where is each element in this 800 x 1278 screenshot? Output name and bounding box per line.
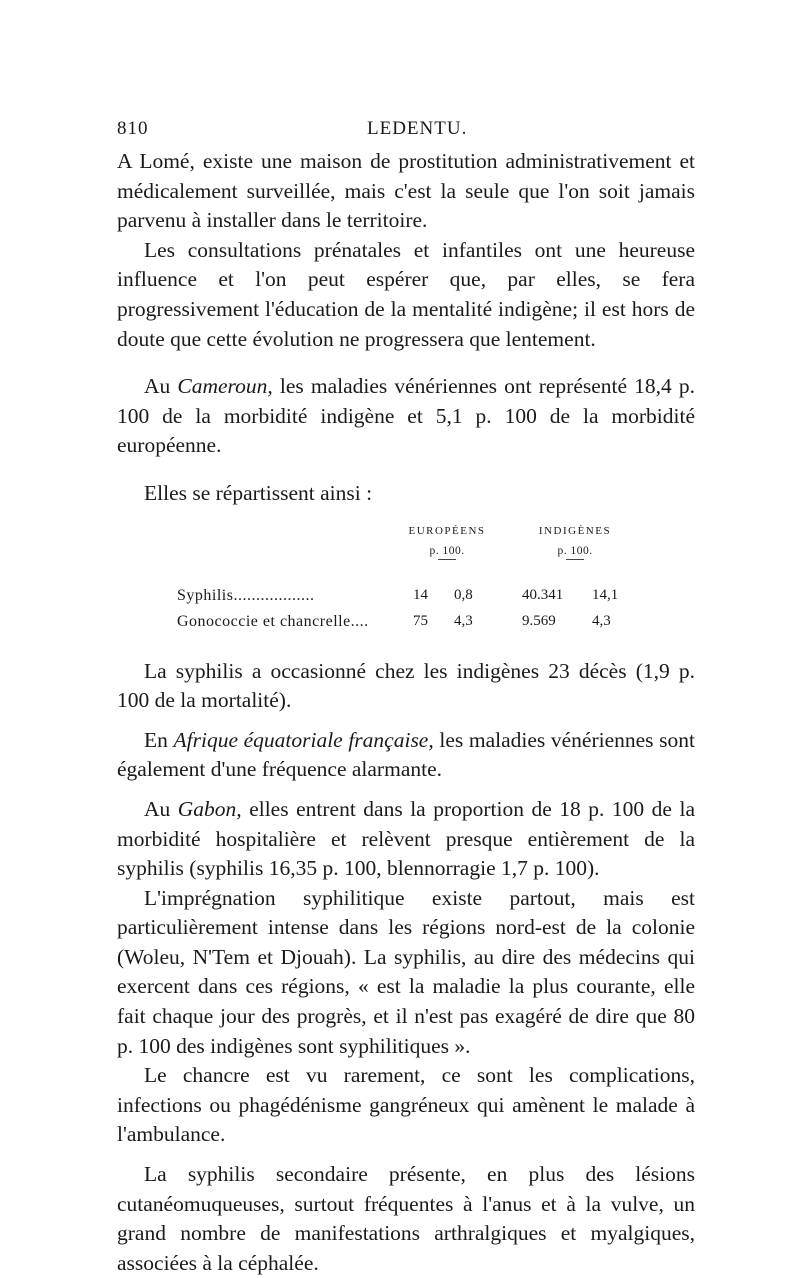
eu-pct: 0,8: [454, 586, 473, 603]
paragraph-lome: A Lomé, existe une maison de prostitution administrativement et médicalement surveillée, mais c'est la seule que l'on soit jamais parvenu à installer dans le territoire.: [117, 149, 695, 233]
running-header: [117, 118, 697, 142]
paragraph-syphilis-secondaire: La syphilis secondaire présente, en plus des lésions cutanéomuqueuses, surtout fréquentes à l'anus et à la vulve, un grand nombre de manifestations arthralgiques et myalgiques, associées à la céphalée.: [117, 1162, 695, 1275]
table-row: [117, 581, 695, 605]
col-europeens-rule: [438, 559, 456, 560]
col-indigenes-rule: [566, 559, 584, 560]
in-count: 9.569: [522, 612, 556, 629]
paragraph-cameroun-text: les maladies vénériennes ont représenté 18,4 p. 100 de la morbidité indigène et 5,1 p. 100 de la morbidité européenne.: [117, 374, 695, 458]
eu-count: 75: [413, 612, 428, 629]
statistics-table: [117, 509, 695, 657]
in-pct: 14,1: [592, 586, 619, 603]
in-pct: 4,3: [592, 612, 611, 629]
paragraph-cameroun-prefix: Au: [144, 374, 178, 399]
row-label: Syphilis..................: [177, 586, 315, 604]
paragraph-consultations: Les consultations prénatales et infantiles ont une heureuse influence et l'on peut espérer que, par elles, se fera progressivement l'éducation de la mentalité indigène; il est hors de doute que cette évolution ne progressera que lentement.: [117, 237, 695, 351]
place-afrique-equatoriale: Afrique équatoriale française,: [173, 727, 434, 752]
paragraph-gabon: [117, 795, 695, 884]
col-header-indigenes: [525, 523, 625, 559]
paragraph-cameroun: [117, 372, 695, 461]
eu-pct: 4,3: [454, 612, 473, 629]
row-label: Gonococcie et chancrelle....: [177, 612, 369, 630]
eu-count: 14: [413, 586, 428, 603]
paragraph-chancre: Le chancre est vu rarement, ce sont les complications, infections ou phagédénisme gangréneux qui amènent le malade à l'ambulance.: [117, 1063, 695, 1147]
in-count: 40.341: [522, 586, 564, 603]
col-europeens-sub: p. 100.: [429, 544, 465, 557]
paragraph-gabon-text: elles entrent dans la proportion de 18 p. 100 de la morbidité hospitalière et relèvent presque entièrement de la syphilis (syphilis 16,35 p. 100, blennorragie 1,7 p. 100).: [117, 796, 695, 881]
paragraph-aef: [117, 726, 695, 785]
paragraph-gabon-prefix: Au: [144, 796, 178, 821]
page-number: 810: [117, 118, 149, 139]
col-indigenes-label: INDIGÈNES: [538, 524, 612, 537]
place-gabon: Gabon,: [177, 796, 242, 821]
paragraph-aef-text: les maladies vénériennes sont également d'une fréquence alarmante.: [117, 727, 695, 782]
paragraph-repartition: Elles se répartissent ainsi :: [144, 480, 373, 505]
paragraph-deces: La syphilis a occasionné chez les indigènes 23 décès (1,9 p. 100 de la mortalité).: [117, 658, 695, 713]
running-title: LEDENTU.: [367, 118, 468, 139]
paragraph-aef-prefix: En: [144, 727, 174, 752]
paragraph-impregnation: L'imprégnation syphilitique existe partout, mais est particulièrement intense dans les régions nord-est de la colonie (Woleu, N'Tem et Djouah). La syphilis, au dire des médecins qui exercent dans ces régions, « est la maladie la plus courante, elle fait chaque jour des progrès, et il n'est pas exagéré de dire que 80 p. 100 des indigènes sont syphilitiques ».: [117, 885, 695, 1058]
body-text: [117, 147, 695, 1278]
col-header-europeens: [397, 523, 497, 559]
place-cameroun: Cameroun,: [177, 374, 273, 399]
col-europeens-label: EUROPÉENS: [408, 524, 486, 537]
col-indigenes-sub: p. 100.: [557, 544, 593, 557]
table-row: [117, 607, 695, 631]
